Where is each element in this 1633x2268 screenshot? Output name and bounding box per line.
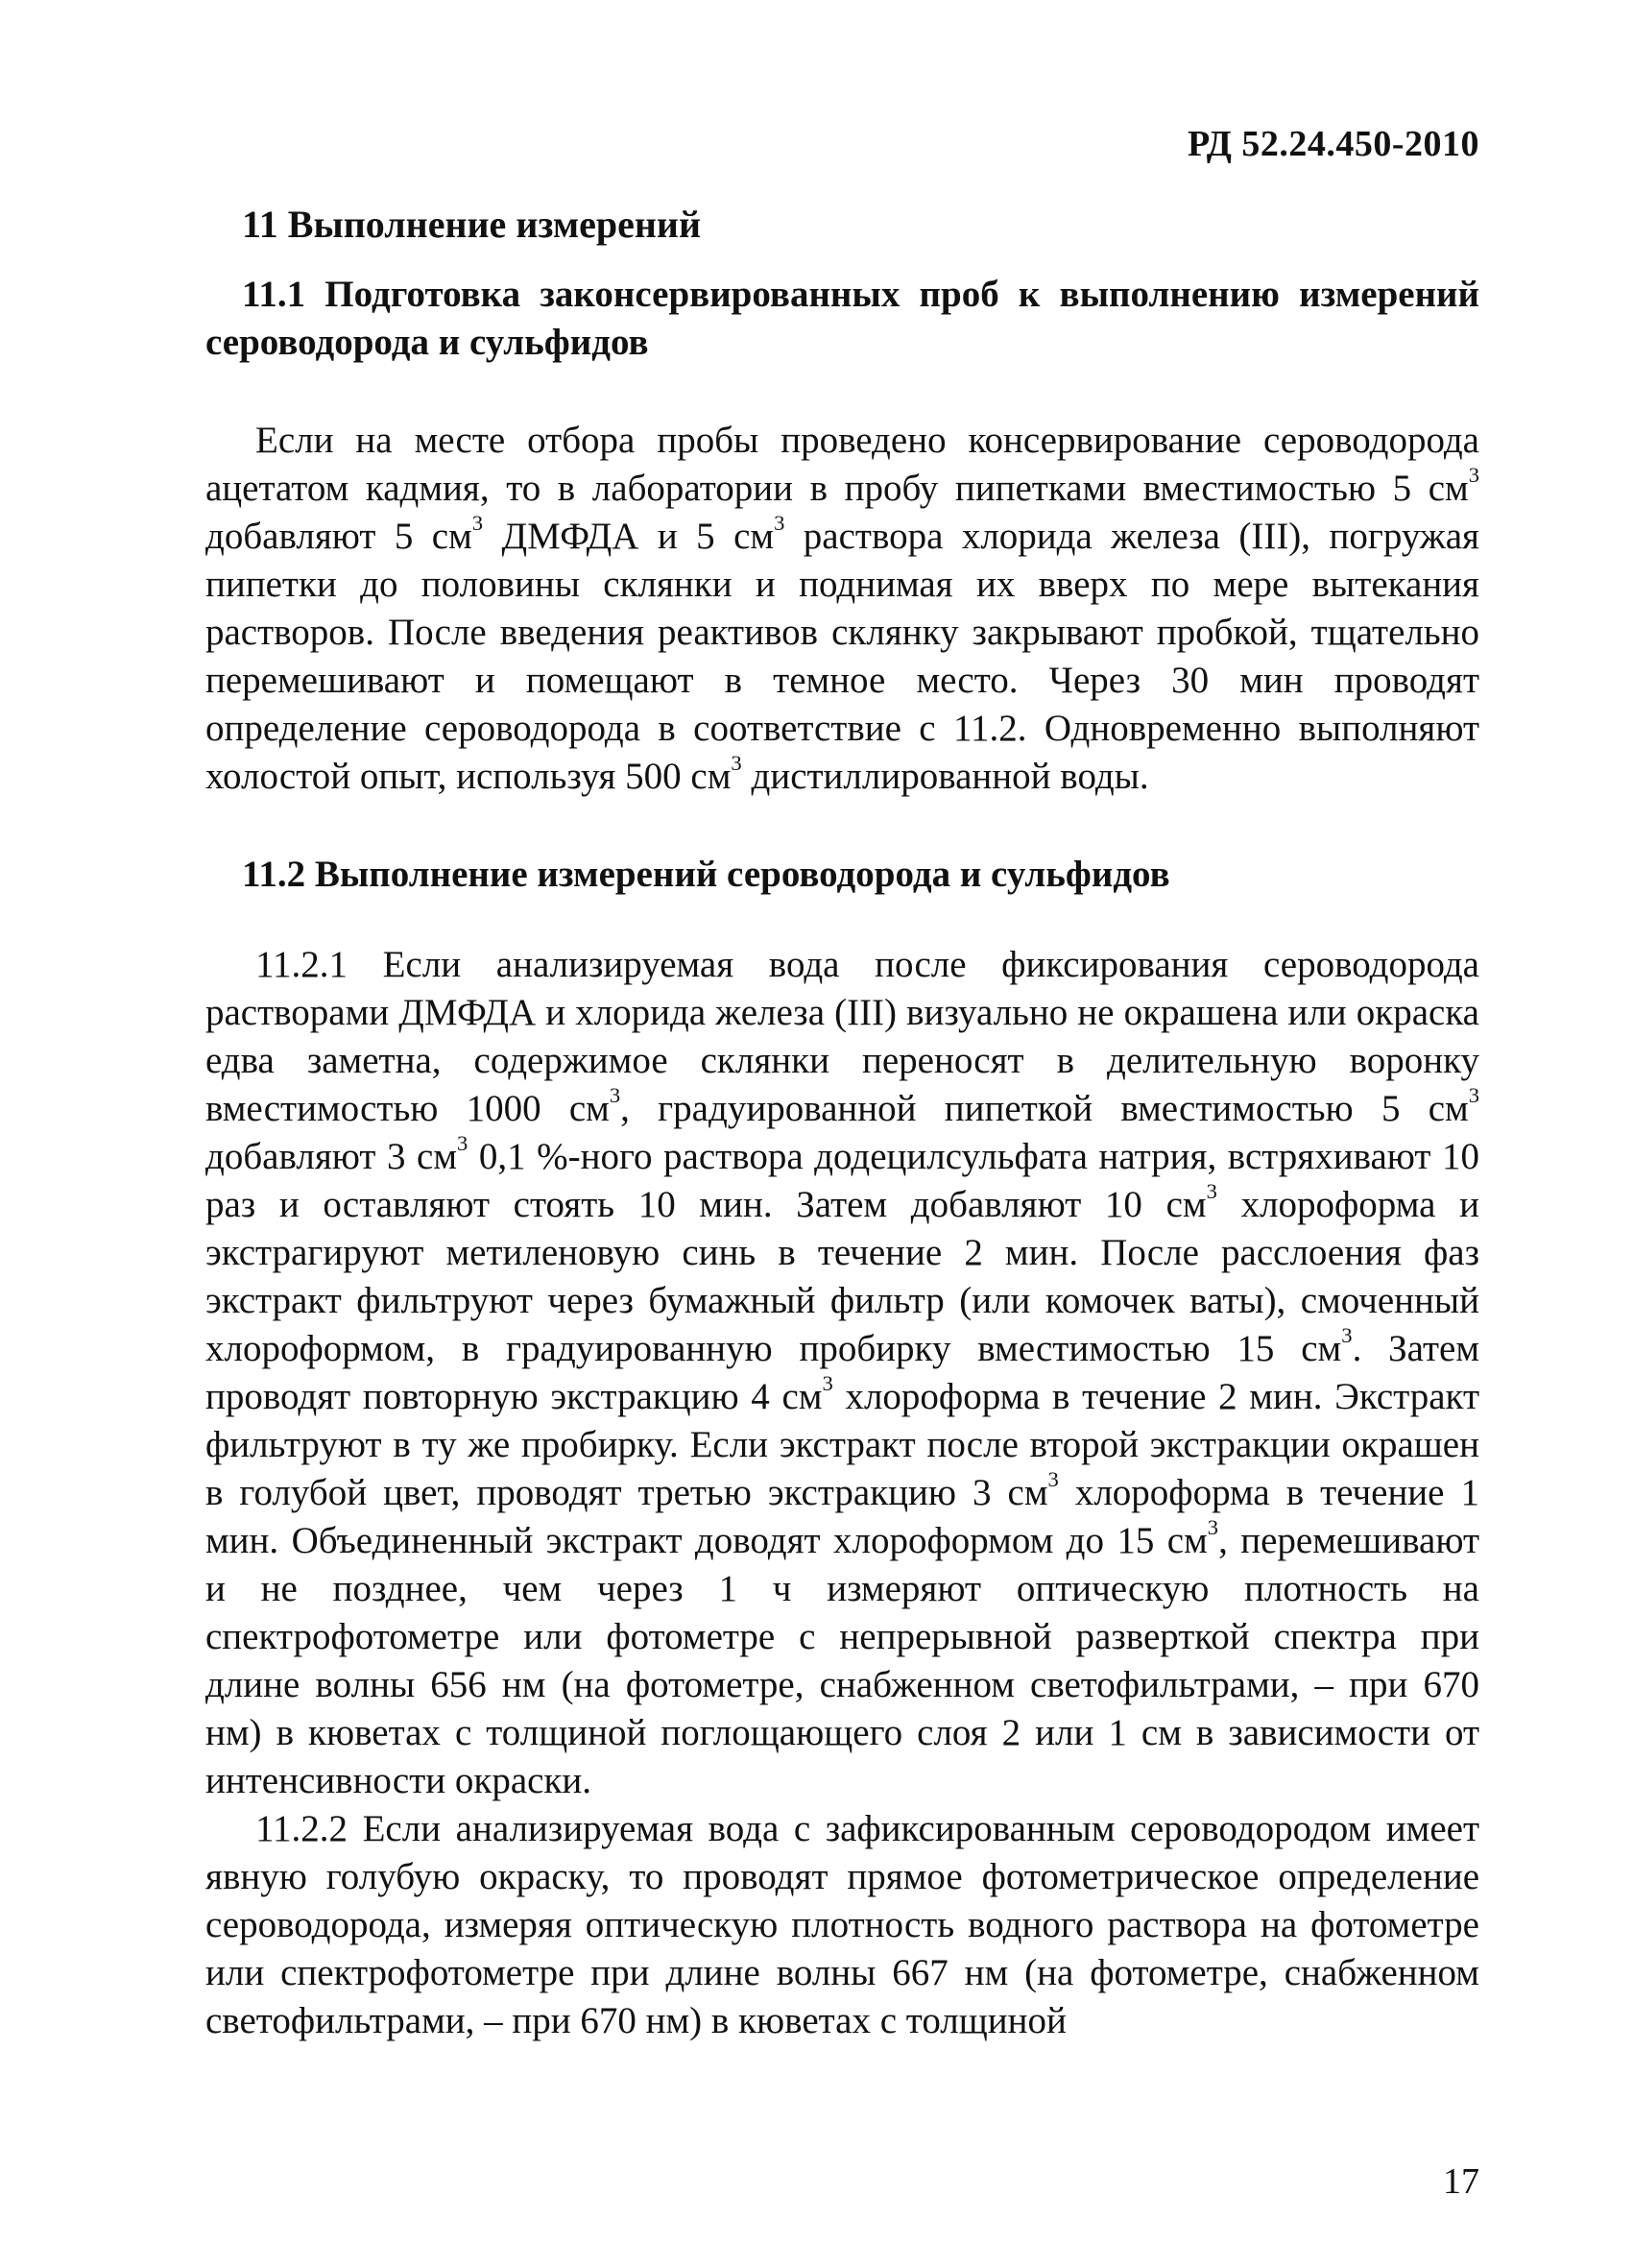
document-code: РД 52.24.450-2010: [1188, 124, 1479, 164]
text-run: , градуированной пипеткой вместимостью 5 см: [620, 1088, 1469, 1129]
text-run: хлороформа в течение 1 мин. Объединенный экстракт доводят хлороформом до 15 см: [205, 1472, 1479, 1561]
paragraph-11-2-1: [205, 941, 1479, 1805]
paragraph-11-2-2: [205, 1805, 1479, 2045]
text-run: 11.2.2 Если анализируемая вода с зафиксированным сероводородом имеет явную голубую окраску, то проводят прямое фотометрическое определение сероводорода, измеряя оптическую плотность водного раствора на фотометре или спектрофотометре при длине волны 667 нм (на фотометре, снабженном светофильтрами, – при 670 нм) в кюветах с толщиной: [205, 1808, 1479, 2041]
text-run: хлороформа и экстрагируют метиленовую синь в течение 2 мин. После расслоения фаз экстракт фильтруют через бумажный фильтр (или комочек ваты), смоченный хлороформом, в градуированную пробирку вместимостью 15 см: [205, 1184, 1479, 1369]
text-run: раствора хлорида железа (III), погружая пипетки до половины склянки и поднимая их вверх по мере вытекания растворов. После введения реактивов склянку закрывают пробкой, тщательно перемешивают и помещают в темное место. Через 30 мин проводят определение сероводорода в соответствие с 11.2. Одновременно выполняют холостой опыт, используя 500 см: [205, 516, 1479, 797]
subsection-title-11-2: 11.2 Выполнение измерений сероводорода и сульфидов: [242, 854, 1170, 895]
section-title: 11 Выполнение измерений: [242, 203, 702, 246]
superscript: 3: [457, 1130, 468, 1155]
superscript: 3: [1206, 1178, 1217, 1203]
text-run: . Затем проводят повторную экстракцию 4 см: [205, 1328, 1479, 1417]
page-body: [205, 271, 1479, 2045]
superscript: 3: [731, 750, 742, 775]
superscript: 3: [609, 1082, 621, 1107]
text-run: , перемешивают и не позднее, чем через 1 ч измеряют оптическую плотность на спектрофотометре или фотометре с непрерывной разверткой спектра при длине волны 656 нм (на фотометре, снабженном светофильтрами, – при 670 нм) в кюветах с толщиной поглощающего слоя 2 или 1 см в зависимости от интенсивности окраски.: [205, 1520, 1479, 1801]
superscript: 3: [1047, 1466, 1059, 1491]
subsection-title-11-1: 11.1 Подготовка законсервированных проб к выполнению измерений сероводорода и сульфидов: [205, 274, 1479, 363]
superscript: 3: [1341, 1322, 1353, 1347]
superscript: 3: [471, 510, 484, 535]
page-number: 17: [1443, 2161, 1479, 2202]
text-run: 11.2.1 Если анализируемая вода после фиксирования сероводорода растворами ДМФДА и хлорида железа (III) визуально не окрашена или окраска едва заметна, содержимое склянки переносят в делительную воронку вместимостью 1000 см: [205, 944, 1479, 1129]
superscript: 3: [1468, 462, 1479, 487]
text-run: добавляют 3 см: [205, 1136, 457, 1177]
superscript: 3: [1468, 1082, 1479, 1107]
text-run: добавляют 5 см: [205, 516, 472, 557]
superscript: 3: [822, 1370, 833, 1395]
paragraph-11-1: [205, 417, 1479, 801]
text-run: дистиллированной воды.: [741, 756, 1149, 797]
text-run: хлороформа в течение 2 мин. Экстракт фильтруют в ту же пробирку. Если экстракт после второй экстракции окрашен в голубой цвет, проводят третью экстракцию 3 см: [205, 1376, 1479, 1513]
superscript: 3: [774, 510, 785, 535]
text-run: 5 см: [1392, 468, 1469, 509]
text-run: ДМФДА и 5 см: [483, 516, 775, 557]
text-run: Если на месте отбора пробы проведено консервирование сероводорода ацетатом кадмия, то в лаборатории в пробу пипетками вместимостью: [205, 420, 1479, 509]
text-run: 0,1 %-ного раствора додецилсульфата натрия, встряхивают 10 раз и оставляют стоять 10 мин. Затем добавляют 10 см: [205, 1136, 1479, 1225]
superscript: 3: [1207, 1514, 1219, 1539]
